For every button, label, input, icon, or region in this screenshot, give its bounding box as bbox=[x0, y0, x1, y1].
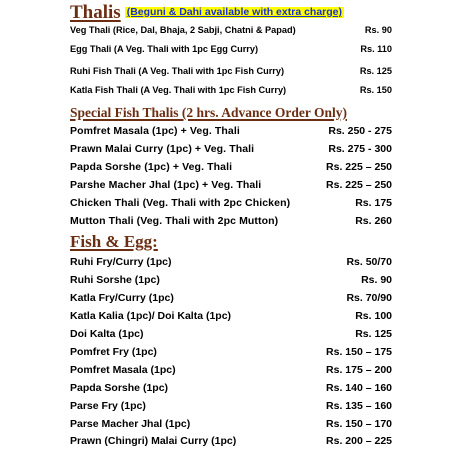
item-name: Prawn (Chingri) Malai Curry (1pc) bbox=[70, 435, 237, 447]
item-name: Veg Thali (Rice, Dal, Bhaja, 2 Sabji, Chatni & Papad) bbox=[70, 25, 296, 35]
menu-item bbox=[70, 195, 392, 211]
fish-egg-heading bbox=[70, 233, 158, 251]
item-price: Rs. 225 – 250 bbox=[326, 179, 392, 191]
item-price: Rs. 175 – 200 bbox=[326, 364, 392, 376]
item-name: Pomfret Masala (1pc) bbox=[70, 364, 176, 376]
menu-item bbox=[70, 213, 392, 229]
menu-item bbox=[70, 22, 392, 38]
item-price: Rs. 250 - 275 bbox=[328, 125, 392, 137]
menu-item bbox=[70, 82, 392, 98]
item-price: Rs. 90 bbox=[361, 274, 392, 286]
menu-item bbox=[70, 141, 392, 157]
menu-item bbox=[70, 344, 392, 360]
item-price: Rs. 150 – 170 bbox=[326, 418, 392, 430]
item-name: Pomfret Masala (1pc) + Veg. Thali bbox=[70, 125, 240, 137]
item-name: Pomfret Fry (1pc) bbox=[70, 346, 157, 358]
item-name: Katla Fish Thali (A Veg. Thali with 1pc Fish Curry) bbox=[70, 85, 287, 95]
thalis-title: Thalis bbox=[70, 2, 121, 23]
menu-item bbox=[70, 290, 392, 306]
menu-item bbox=[70, 362, 392, 378]
item-name: Parse Fry (1pc) bbox=[70, 400, 146, 412]
menu-item bbox=[70, 380, 392, 396]
item-price: Rs. 50/70 bbox=[346, 256, 392, 268]
special-thalis-heading bbox=[70, 105, 347, 121]
menu-item bbox=[70, 63, 392, 79]
item-name: Papda Sorshe (1pc) bbox=[70, 382, 169, 394]
item-price: Rs. 275 - 300 bbox=[328, 143, 392, 155]
menu-item bbox=[70, 326, 392, 342]
item-price: Rs. 90 bbox=[364, 25, 392, 35]
item-price: Rs. 150 – 175 bbox=[326, 346, 392, 358]
menu-item bbox=[70, 433, 392, 449]
menu-item bbox=[70, 308, 392, 324]
item-name: Parshe Macher Jhal (1pc) + Veg. Thali bbox=[70, 179, 262, 191]
menu-item bbox=[70, 254, 392, 270]
item-name: Katla Fry/Curry (1pc) bbox=[70, 292, 174, 304]
thalis-note: (Beguni & Dahi available with extra charge) bbox=[126, 6, 343, 18]
item-name: Katla Kalia (1pc)/ Doi Kalta (1pc) bbox=[70, 310, 232, 322]
item-name: Ruhi Sorshe (1pc) bbox=[70, 274, 160, 286]
menu-item bbox=[70, 177, 392, 193]
item-name: Ruhi Fry/Curry (1pc) bbox=[70, 256, 172, 268]
item-name: Prawn Malai Curry (1pc) + Veg. Thali bbox=[70, 143, 255, 155]
menu-item bbox=[70, 159, 392, 175]
item-name: Egg Thali (A Veg. Thali with 1pc Egg Curry) bbox=[70, 44, 259, 54]
item-name: Ruhi Fish Thali (A Veg. Thali with 1pc Fish Curry) bbox=[70, 66, 285, 76]
menu-item bbox=[70, 41, 392, 57]
item-price: Rs. 140 – 160 bbox=[326, 382, 392, 394]
menu-item bbox=[70, 416, 392, 432]
special-thalis-title: Special Fish Thalis (2 hrs. Advance Order Only) bbox=[70, 105, 348, 120]
item-price: Rs. 100 bbox=[355, 310, 392, 322]
menu-item bbox=[70, 398, 392, 414]
item-price: Rs. 110 bbox=[360, 44, 392, 54]
item-price: Rs. 200 – 225 bbox=[326, 435, 392, 447]
item-price: Rs. 150 bbox=[359, 85, 392, 95]
item-name: Parse Macher Jhal (1pc) bbox=[70, 418, 191, 430]
item-price: Rs. 125 bbox=[355, 328, 392, 340]
item-name: Papda Sorshe (1pc) + Veg. Thali bbox=[70, 161, 233, 173]
menu-item bbox=[70, 123, 392, 139]
item-price: Rs. 260 bbox=[355, 215, 392, 227]
item-price: Rs. 125 bbox=[359, 66, 392, 76]
item-price: Rs. 70/90 bbox=[346, 292, 392, 304]
item-name: Chicken Thali (Veg. Thali with 2pc Chicken) bbox=[70, 197, 291, 209]
thalis-heading bbox=[70, 3, 344, 22]
item-name: Mutton Thali (Veg. Thali with 2pc Mutton) bbox=[70, 215, 279, 227]
item-price: Rs. 135 – 160 bbox=[326, 400, 392, 412]
item-price: Rs. 225 – 250 bbox=[326, 161, 392, 173]
fish-egg-title: Fish & Egg: bbox=[70, 232, 158, 251]
menu-item bbox=[70, 272, 392, 288]
item-price: Rs. 175 bbox=[355, 197, 392, 209]
item-name: Doi Kalta (1pc) bbox=[70, 328, 144, 340]
